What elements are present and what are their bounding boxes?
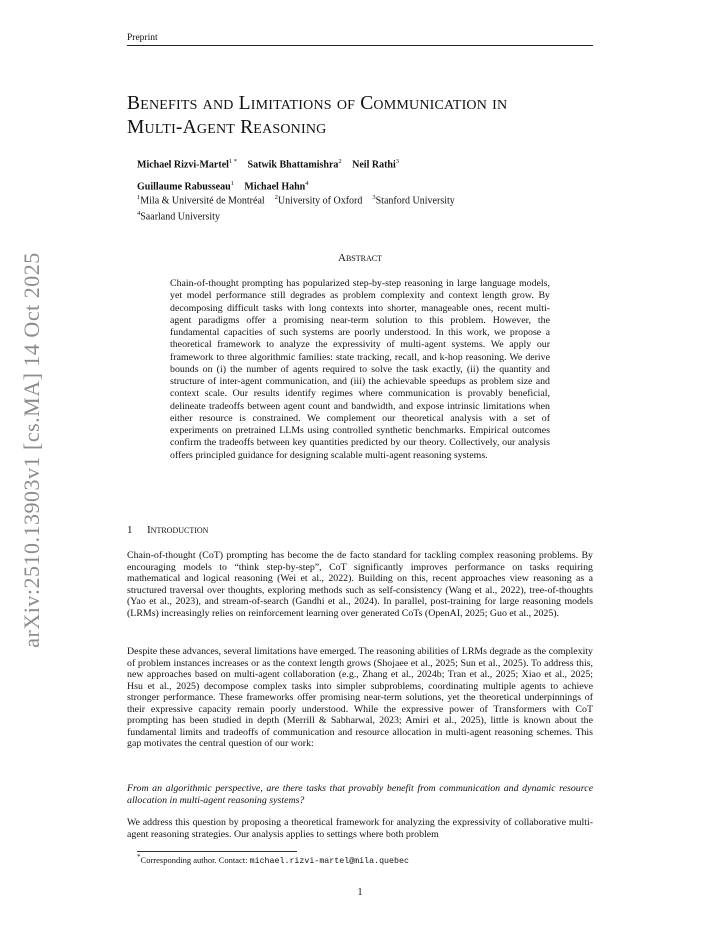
- affil-sup: 4: [137, 210, 141, 218]
- title-line-1: Benefits and Limitations of Communication in: [127, 93, 508, 114]
- affil-sup: 2: [274, 194, 278, 201]
- title-line-2: Multi-Agent Reasoning: [127, 117, 327, 138]
- author-name: Guillaume Rabusseau: [137, 181, 231, 193]
- affiliation: Saarland University: [140, 211, 220, 223]
- page-number: 1: [357, 887, 363, 898]
- footnote-text: Corresponding author. Contact:: [140, 854, 250, 865]
- author-name: Satwik Bhattamishra: [247, 159, 339, 171]
- author-sup: 2: [338, 158, 342, 165]
- author-name: Neil Rathi: [352, 159, 396, 171]
- abstract-heading: Abstract: [338, 252, 382, 264]
- affiliations: [137, 191, 455, 224]
- paragraph: We address this question by proposing a theoretical framework for analyzing the expressivity of collaborative multi-agent reasoning strategies. Our analysis applies to settings where both problem: [127, 817, 593, 840]
- section-number: 1: [127, 524, 133, 536]
- affil-sup: 3: [372, 194, 376, 201]
- author-name: Michael Hahn: [244, 181, 306, 193]
- abstract-body: Chain-of-thought prompting has popularized step-by-step reasoning in large language models, yet model performance still degrades as problem complexity and context length grow. By decomposing difficult tasks with long contexts into shorter, manageable ones, recent multi-agent paradigms offer a promising near-term solution to this problem. However, the fundamental capacities of such systems are poorly understood. In this work, we propose a theoretical framework to analyze the expressivity of multi-agent systems. We apply our framework to three algorithmic families: state tracking, recall, and k-hop reasoning. We derive bounds on (i) the number of agents required to solve the task exactly, (ii) the quantity and structure of inter-agent communication, and (iii) the achievable speedups as problem size and context scale. Our results identify regimes where communication is provably beneficial, delineate tradeoffs between agent count and bandwidth, and expose intrinsic limitations when either resource is constrained. We complement our theoretical analysis with a set of experiments on pretrained LLMs using controlled synthetic benchmarks. Empirical outcomes confirm the tradeoffs between key quantities predicted by our theory. Collectively, our analysis offers principled guidance for designing scalable multi-agent reasoning systems.: [170, 278, 550, 461]
- paragraph: Chain-of-thought (CoT) prompting has become the de facto standard for tackling complex reasoning problems. By encouraging models to “think step-by-step”, CoT significantly improves performance on tasks requiring mathematical and logical reasoning (Wei et al., 2022). Building on this, recent approaches view reasoning as a structured traversal over thoughts, exploring methods such as self-consistency (Wang et al., 2022), tree-of-thoughts (Yao et al., 2023), and stream-of-search (Gandhi et al., 2024). In parallel, post-training for large reasoning models (LRMs) increasingly relies on reinforcement learning over generated CoTs (OpenAI, 2025; Guo et al., 2025).: [127, 550, 593, 619]
- author-sup: 4: [305, 180, 309, 188]
- author-name: Michael Rizvi-Martel: [137, 159, 229, 171]
- footnote-mark: *: [137, 853, 141, 861]
- footnote-rule: [137, 851, 297, 852]
- section-heading: [127, 524, 208, 536]
- affiliation-row-2: [137, 207, 455, 223]
- section-title: Introduction: [147, 524, 209, 536]
- author-row-1: [137, 152, 399, 174]
- affiliation-row-1: [137, 191, 455, 207]
- paper-title: [127, 92, 607, 140]
- header-rule: [127, 45, 593, 46]
- arxiv-stamp: arXiv:2510.13903v1 [cs.MA] 14 Oct 2025: [19, 252, 44, 648]
- affil-sup: 1: [137, 194, 141, 201]
- running-header: Preprint: [127, 33, 158, 43]
- affiliation: Stanford University: [375, 195, 455, 207]
- author-list: [137, 152, 399, 197]
- author-sup: 1 *: [228, 158, 238, 165]
- affiliation: Mila & Université de Montréal: [140, 195, 265, 207]
- author-sup: 1: [230, 180, 234, 188]
- affiliation: University of Oxford: [277, 195, 363, 207]
- footnote-email[interactable]: michael.rizvi-martel@mila.quebec: [249, 856, 409, 866]
- paragraph: Despite these advances, several limitations have emerged. The reasoning abilities of LRMs degrade as the complexity of problem instances increases or as the context length grows (Shojaee et al., 2025; Sun et al., 2025). To address this, new approaches based on multi-agent collaboration (e.g., Zhang et al., 2024b; Tran et al., 2025; Xiao et al., 2025; Hsu et al., 2025) decompose complex tasks into simpler subproblems, coordinating multiple agents to achieve stronger performance. These frameworks offer promising near-term solutions, yet the theoretical underpinnings of their expressive capacity remain poorly understood. While the expressive power of Transformers with CoT prompting has been studied in depth (Merrill & Sabharwal, 2023; Amiri et al., 2025), little is known about the fundamental limits and tradeoffs of communication and resource allocation in multi-agent reasoning schemes. This gap motivates the central question of our work:: [127, 646, 593, 749]
- research-question: From an algorithmic perspective, are there tasks that provably benefit from communication and dynamic resource allocation in multi-agent reasoning systems?: [127, 783, 593, 806]
- author-sup: 3: [395, 158, 399, 165]
- footnote: [137, 853, 409, 866]
